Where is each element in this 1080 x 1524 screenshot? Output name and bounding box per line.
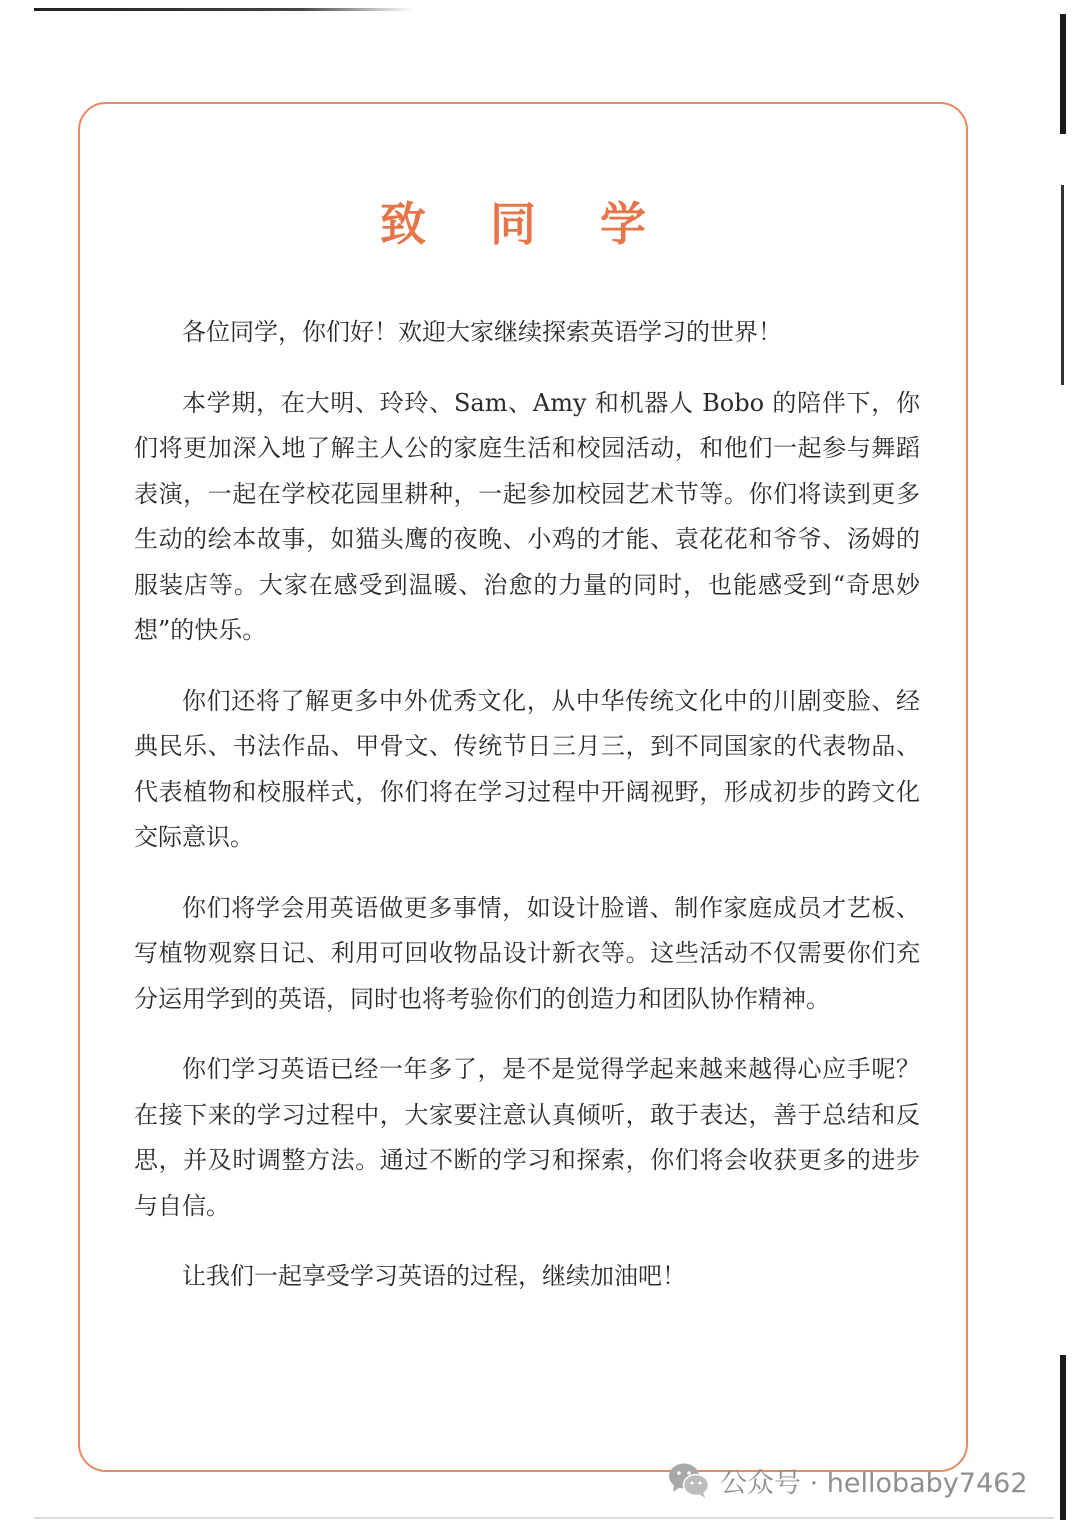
paragraph-closing: 让我们一起享受学习英语的过程，继续加油吧！ [182, 1262, 686, 1290]
wechat-icon [668, 1461, 710, 1499]
paragraph-progress: 你们学习英语已经一年多了，是不是觉得学起来越来越得心应手呢？在接下来的学习过程中，大家要注意认真倾听，敢于表达，善于总结和反思，并及时调整方法。通过不断的学习和探索，你们将会收获更多的进步与自信。 [134, 1055, 920, 1220]
letter-body [134, 310, 920, 1325]
paragraph-culture: 你们还将了解更多中外优秀文化，从中华传统文化中的川剧变脸、经典民乐、书法作品、甲骨文、传统节日三月三，到不同国家的代表物品、代表植物和校服样式，你们将在学习过程中开阔视野，形成初步的跨文化交际意识。 [134, 686, 920, 851]
paragraph-semester: 本学期，在大明、玲玲、Sam、Amy 和机器人 Bobo 的陪伴下，你们将更加深入地了解主人公的家庭生活和校园活动，和他们一起参与舞蹈表演，一起在学校花园里耕种，一起参加校园艺术节等。你们将读到更多生动的绘本故事，如猫头鹰的夜晚、小鸡的才能、袁花花和爷爷、汤姆的服装店等。大家在感受到温暖、治愈的力量的同时，也能感受到“奇思妙想”的快乐。 [134, 388, 920, 644]
scan-right-edge-top [1060, 14, 1066, 134]
paragraph-activities: 你们将学会用英语做更多事情，如设计脸谱、制作家庭成员才艺板、写植物观察日记、利用可回收物品设计新衣等。这些活动不仅需要你们充分运用学到的英语，同时也将考验你们的创造力和团队协作精神。 [134, 893, 920, 1013]
scan-right-edge-middle [1061, 185, 1064, 385]
scan-bottom-edge [34, 1517, 1054, 1519]
page-title: 致 同 学 [379, 197, 671, 251]
watermark-text: 公众号 · hellobaby7462 [720, 1467, 1028, 1499]
scan-top-edge [34, 8, 414, 11]
scan-right-edge-bottom [1060, 1355, 1066, 1520]
watermark [668, 1458, 1028, 1502]
paragraph-greeting: 各位同学，你们好！欢迎大家继续探索英语学习的世界！ [182, 318, 782, 346]
